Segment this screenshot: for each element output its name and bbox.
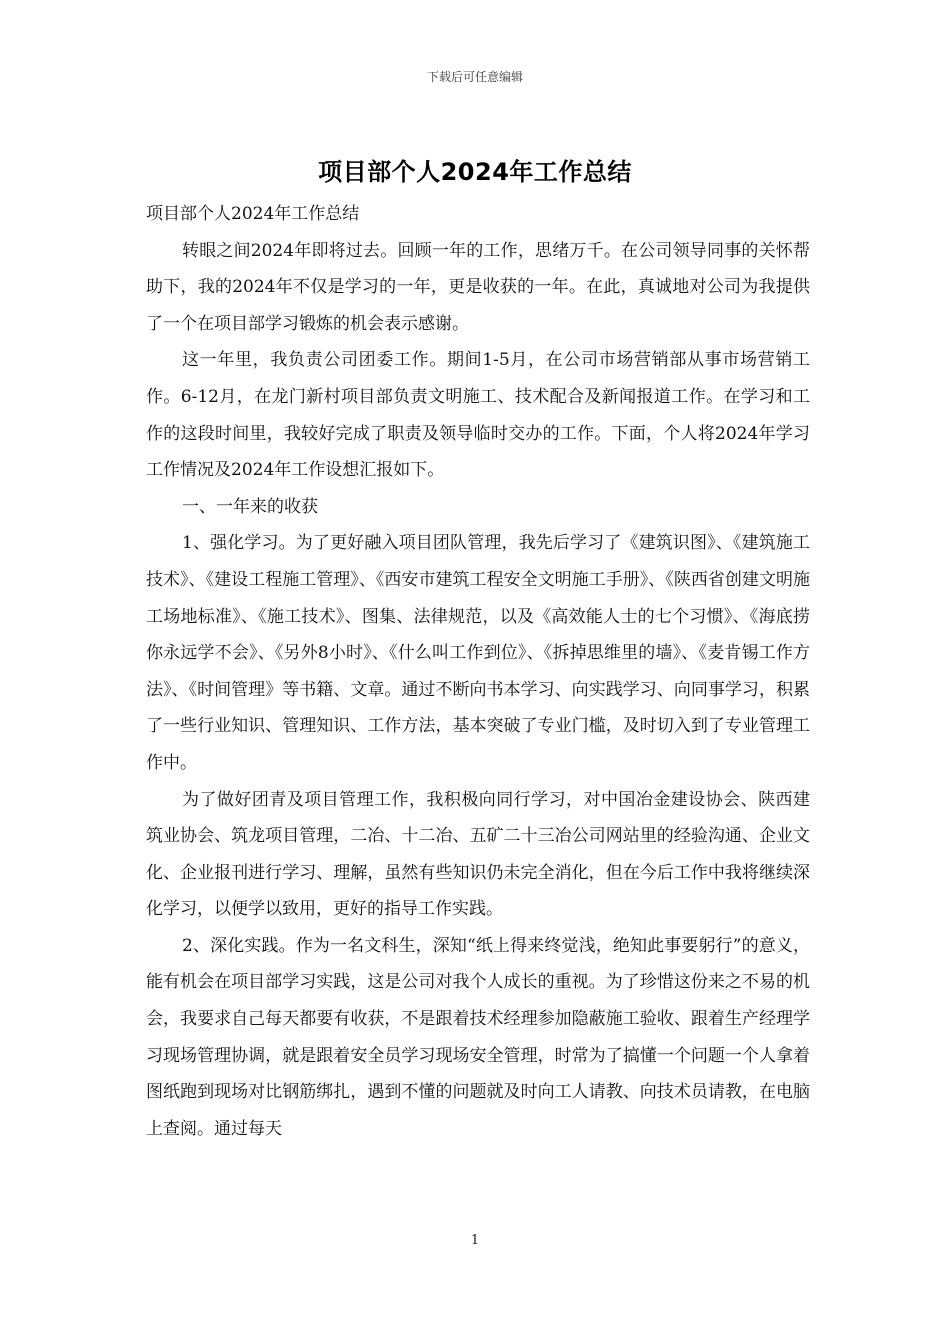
document-title: 项目部个人2024年工作总结	[318, 158, 632, 186]
header-note: 下载后可任意编辑	[426, 70, 523, 84]
paragraph-study: 1、强化学习。为了更好融入项目团队管理，我先后学习了《建筑识图》、《建筑施工技术》、《建设工程施工管理》、《西安市建筑工程安全文明施工手册》、《陕西省创建文明施工场地标准》、《施工技术》、图集、法律规范，以及《高效能人士的七个习惯》、《海底捞你永远学不会》、《另外8小时》、《什么叫工作到位》、《拆掉思维里的墙》、《麦肯锡工作方法》、《时间管理》等书籍、文章。通过不断向书本学习、向实践学习、向同事学习，积累了一些行业知识、管理知识、工作方法，基本突破了专业门槛，及时切入到了专业管理工作中。	[146, 533, 810, 773]
document-body	[146, 196, 810, 1147]
section-heading: 一、一年来的收获	[182, 496, 318, 517]
paragraph-intro: 转眼之间2024年即将过去。回顾一年的工作，思绪万千。在公司领导同事的关怀帮助下，我的2024年不仅是学习的一年，更是收获的一年。在此，真诚地对公司为我提供了一个在项目部学习锻炼的机会表示感谢。	[146, 240, 810, 334]
subtitle-line: 项目部个人2024年工作总结	[146, 204, 360, 224]
paragraph-peer-learning: 为了做好团青及项目管理工作，我积极向同行学习，对中国冶金建设协会、陕西建筑业协会、筑龙项目管理，二冶、十二冶、五矿二十三冶公司网站里的经验沟通、企业文化、企业报刊进行学习、理解，虽然有些知识仍未完全消化，但在今后工作中我将继续深化学习，以便学以致用，更好的指导工作实践。	[146, 789, 810, 920]
paragraph-overview: 这一年里，我负责公司团委工作。期间1-5月，在公司市场营销部从事市场营销工作。6-12月，在龙门新村项目部负责文明施工、技术配合及新闻报道工作。在学习和工作的这段时间里，我较好完成了职责及领导临时交办的工作。下面，个人将2024年学习工作情况及2024年工作设想汇报如下。	[146, 350, 810, 481]
page-number: 1	[470, 1233, 480, 1248]
paragraph-practice: 2、深化实践。作为一名文科生，深知“纸上得来终觉浅，绝知此事要躬行”的意义，能有机会在项目部学习实践，这是公司对我个人成长的重视。为了珍惜这份来之不易的机会，我要求自己每天都要有收获，不是跟着技术经理参加隐蔽施工验收、跟着生产经理学习现场管理协调，就是跟着安全员学习现场安全管理，时常为了搞懂一个问题一个人拿着图纸跑到现场对比钢筋绑扎，遇到不懂的问题就及时向工人请教、向技术员请教，在电脑上查阅。通过每天	[146, 935, 810, 1139]
